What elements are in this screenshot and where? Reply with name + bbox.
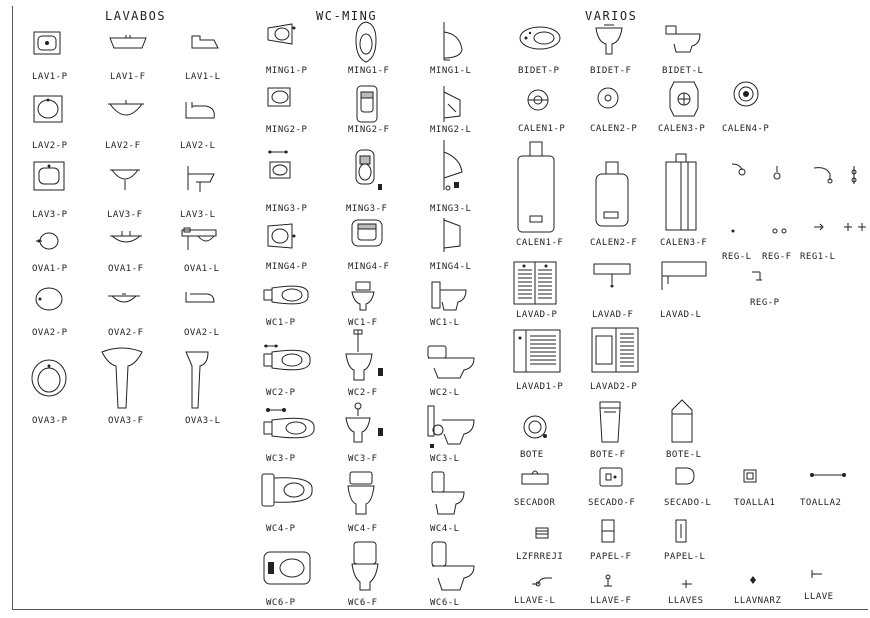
label-wc3-f: WC3-F bbox=[348, 454, 378, 464]
label-lavad-l: LAVAD-L bbox=[660, 310, 702, 320]
lav1-front-symbol bbox=[108, 34, 148, 52]
label-ming3-f: MING3-F bbox=[346, 204, 388, 214]
label-wc6-f: WC6-F bbox=[348, 598, 378, 608]
label-lav1-f: LAV1-F bbox=[110, 72, 146, 82]
reg-cross-symbol bbox=[844, 220, 868, 234]
label-llave: LLAVE bbox=[804, 592, 834, 602]
wc2-side-symbol bbox=[426, 344, 478, 380]
label-calen4-p: CALEN4-P bbox=[722, 124, 770, 134]
calen1-front-symbol bbox=[514, 140, 558, 234]
label-llave-l: LLAVE-L bbox=[514, 596, 556, 606]
label-lav1-p: LAV1-P bbox=[32, 72, 68, 82]
label-calen3-p: CALEN3-P bbox=[658, 124, 706, 134]
ming3-side-symbol bbox=[436, 138, 470, 194]
bidet-side-symbol bbox=[664, 24, 704, 54]
wc3-front-symbol bbox=[344, 400, 388, 448]
label-wc4-l: WC4-L bbox=[430, 524, 460, 534]
label-wc2-l: WC2-L bbox=[430, 388, 460, 398]
label-wc6-p: WC6-P bbox=[266, 598, 296, 608]
ova1-side-symbol bbox=[180, 226, 220, 254]
label-reg1-l: REG1-L bbox=[800, 252, 836, 262]
label-lav3-p: LAV3-P bbox=[32, 210, 68, 220]
ming4-plan-symbol bbox=[266, 222, 298, 252]
label-lav2-p: LAV2-P bbox=[32, 141, 68, 151]
ova1-plan-symbol bbox=[34, 230, 60, 252]
header-varios: VARIOS bbox=[585, 9, 638, 23]
label-ming4-l: MING4-L bbox=[430, 262, 472, 272]
label-llaves: LLAVES bbox=[668, 596, 704, 606]
label-calen1-p: CALEN1-P bbox=[518, 124, 566, 134]
lav3-plan-symbol bbox=[32, 160, 66, 192]
lzfrreji-symbol bbox=[534, 526, 550, 540]
ova1-front-symbol bbox=[108, 230, 144, 248]
label-toalla1: TOALLA1 bbox=[734, 498, 776, 508]
wc1-front-symbol bbox=[350, 280, 376, 312]
label-ming4-f: MING4-F bbox=[348, 262, 390, 272]
lav2-front-symbol bbox=[106, 100, 146, 124]
secador-symbol bbox=[520, 468, 550, 486]
wc3-plan-symbol bbox=[262, 406, 318, 446]
label-ova3-l: OVA3-L bbox=[185, 416, 221, 426]
label-reg-l: REG-L bbox=[722, 252, 752, 262]
label-lzfrreji: LZFRREJI bbox=[516, 552, 564, 562]
label-wc2-f: WC2-F bbox=[348, 388, 378, 398]
tap-symbol bbox=[848, 164, 860, 186]
label-ova1-l: OVA1-L bbox=[184, 264, 220, 274]
label-llave-f: LLAVE-F bbox=[590, 596, 632, 606]
ming2-side-symbol bbox=[440, 84, 466, 124]
llave-f-symbol bbox=[600, 572, 616, 588]
label-reg-f: REG-F bbox=[762, 252, 792, 262]
label-ova2-f: OVA2-F bbox=[108, 328, 144, 338]
label-ova2-l: OVA2-L bbox=[184, 328, 220, 338]
lav2-plan-symbol bbox=[32, 94, 64, 124]
label-lavad2-p: LAVAD2-P bbox=[590, 382, 638, 392]
secado-l-symbol bbox=[674, 466, 696, 486]
ming2-plan-symbol bbox=[266, 86, 294, 110]
ming4-front-symbol bbox=[350, 216, 384, 250]
ming3-plan-symbol bbox=[266, 148, 298, 182]
label-lav2-l: LAV2-L bbox=[180, 141, 216, 151]
calen1-plan-symbol bbox=[526, 88, 550, 112]
lavad-plan-symbol bbox=[512, 260, 558, 306]
label-calen2-p: CALEN2-P bbox=[590, 124, 638, 134]
label-toalla2: TOALLA2 bbox=[800, 498, 842, 508]
ova3-plan-symbol bbox=[30, 358, 68, 398]
wc1-side-symbol bbox=[430, 280, 470, 312]
label-lavad-f: LAVAD-F bbox=[592, 310, 634, 320]
valve-symbol bbox=[770, 164, 784, 182]
lav2-side-symbol bbox=[184, 100, 218, 122]
reg-p-symbol bbox=[750, 268, 764, 284]
label-ming3-p: MING3-P bbox=[266, 204, 308, 214]
lavad2-plan-symbol bbox=[590, 326, 640, 374]
label-lav3-l: LAV3-L bbox=[180, 210, 216, 220]
label-ova2-p: OVA2-P bbox=[32, 328, 68, 338]
label-bidet-l: BIDET-L bbox=[662, 66, 704, 76]
bidet-plan-symbol bbox=[518, 24, 564, 52]
ova3-front-symbol bbox=[100, 346, 144, 410]
label-secado-l: SECADO-L bbox=[664, 498, 712, 508]
lavad1-plan-symbol bbox=[512, 328, 562, 374]
bote-symbol bbox=[520, 412, 550, 442]
llave-symbol bbox=[810, 568, 824, 580]
papel-l-symbol bbox=[674, 518, 688, 544]
ming4-side-symbol bbox=[440, 216, 466, 254]
ming1-front-symbol bbox=[354, 20, 378, 64]
label-ova1-p: OVA1-P bbox=[32, 264, 68, 274]
ova2-plan-symbol bbox=[32, 286, 64, 312]
ova2-side-symbol bbox=[184, 290, 218, 306]
label-wc6-l: WC6-L bbox=[430, 598, 460, 608]
llavnarz-symbol bbox=[748, 574, 758, 586]
label-wc2-p: WC2-P bbox=[266, 388, 296, 398]
label-bote-l: BOTE-L bbox=[666, 450, 702, 460]
reg-l-symbol bbox=[728, 226, 738, 236]
ova2-front-symbol bbox=[106, 292, 142, 308]
bidet-front-symbol bbox=[594, 24, 624, 56]
wc6-side-symbol bbox=[430, 540, 478, 592]
shower-head-symbol bbox=[730, 162, 748, 178]
label-papel-l: PAPEL-L bbox=[664, 552, 706, 562]
label-lav2-f: LAV2-F bbox=[105, 141, 141, 151]
llaves-symbol bbox=[680, 578, 696, 590]
lav1-plan-symbol bbox=[32, 30, 62, 58]
label-ming1-f: MING1-F bbox=[348, 66, 390, 76]
label-bote: BOTE bbox=[520, 450, 544, 460]
label-secado-f: SECADO-F bbox=[588, 498, 636, 508]
toalla2-symbol bbox=[808, 470, 848, 480]
header-lavabos: LAVABOS bbox=[105, 9, 167, 23]
calen2-front-symbol bbox=[594, 160, 630, 228]
reg-f-symbol bbox=[770, 226, 790, 236]
ming1-plan-symbol bbox=[266, 22, 298, 50]
label-ova3-p: OVA3-P bbox=[32, 416, 68, 426]
ming2-front-symbol bbox=[354, 84, 380, 124]
label-lavad1-p: LAVAD1-P bbox=[516, 382, 564, 392]
label-llavnarz: LLAVNARZ bbox=[734, 596, 782, 606]
label-bidet-f: BIDET-F bbox=[590, 66, 632, 76]
llave-l-symbol bbox=[530, 574, 554, 588]
label-wc3-p: WC3-P bbox=[266, 454, 296, 464]
header-wc-ming: WC-MING bbox=[316, 9, 378, 23]
wc4-front-symbol bbox=[346, 470, 376, 516]
label-wc1-p: WC1-P bbox=[266, 318, 296, 328]
label-wc3-l: WC3-L bbox=[430, 454, 460, 464]
label-ming2-p: MING2-P bbox=[266, 125, 308, 135]
label-calen3-f: CALEN3-F bbox=[660, 238, 708, 248]
label-papel-f: PAPEL-F bbox=[590, 552, 632, 562]
toalla1-symbol bbox=[742, 468, 758, 484]
wc2-plan-symbol bbox=[262, 340, 314, 376]
calen2-plan-symbol bbox=[596, 86, 620, 110]
bote-front-symbol bbox=[596, 400, 624, 444]
label-reg-p: REG-P bbox=[750, 298, 780, 308]
label-ming3-l: MING3-L bbox=[430, 204, 472, 214]
label-wc1-f: WC1-F bbox=[348, 318, 378, 328]
ova3-side-symbol bbox=[184, 348, 212, 410]
reg1-l-symbol bbox=[812, 220, 826, 234]
label-wc4-p: WC4-P bbox=[266, 524, 296, 534]
label-ming1-l: MING1-L bbox=[430, 66, 472, 76]
bote-side-symbol bbox=[670, 398, 694, 444]
label-ming2-l: MING2-L bbox=[430, 125, 472, 135]
label-lav1-l: LAV1-L bbox=[185, 72, 221, 82]
label-ming1-p: MING1-P bbox=[266, 66, 308, 76]
ming3-front-symbol bbox=[350, 148, 384, 192]
label-ova3-f: OVA3-F bbox=[108, 416, 144, 426]
spout-symbol bbox=[812, 164, 836, 184]
label-calen2-f: CALEN2-F bbox=[590, 238, 638, 248]
papel-f-symbol bbox=[600, 518, 616, 544]
wc3-side-symbol bbox=[426, 404, 478, 450]
ming1-side-symbol bbox=[440, 20, 466, 62]
lavad-front-symbol bbox=[592, 262, 632, 288]
label-wc1-l: WC1-L bbox=[430, 318, 460, 328]
calen3-front-symbol bbox=[664, 152, 700, 232]
wc4-side-symbol bbox=[430, 470, 466, 516]
label-lavad-p: LAVAD-P bbox=[516, 310, 558, 320]
label-secador: SECADOR bbox=[514, 498, 556, 508]
secado-f-symbol bbox=[598, 466, 624, 488]
calen3-plan-symbol bbox=[668, 80, 700, 118]
label-lav3-f: LAV3-F bbox=[107, 210, 143, 220]
label-calen1-f: CALEN1-F bbox=[516, 238, 564, 248]
lav1-side-symbol bbox=[190, 34, 220, 52]
lav3-side-symbol bbox=[186, 164, 218, 194]
label-wc4-f: WC4-F bbox=[348, 524, 378, 534]
wc2-front-symbol bbox=[342, 328, 388, 384]
wc6-plan-symbol bbox=[262, 550, 314, 586]
wc6-front-symbol bbox=[350, 540, 380, 592]
label-ming4-p: MING4-P bbox=[266, 262, 308, 272]
label-bote-f: BOTE-F bbox=[590, 450, 626, 460]
calen4-plan-symbol bbox=[732, 80, 760, 108]
label-ming2-f: MING2-F bbox=[348, 125, 390, 135]
label-bidet-p: BIDET-P bbox=[518, 66, 560, 76]
wc1-plan-symbol bbox=[262, 282, 312, 308]
label-ova1-f: OVA1-F bbox=[108, 264, 144, 274]
wc4-plan-symbol bbox=[260, 472, 316, 508]
lavad-side-symbol bbox=[660, 260, 710, 294]
lav3-front-symbol bbox=[108, 166, 142, 192]
